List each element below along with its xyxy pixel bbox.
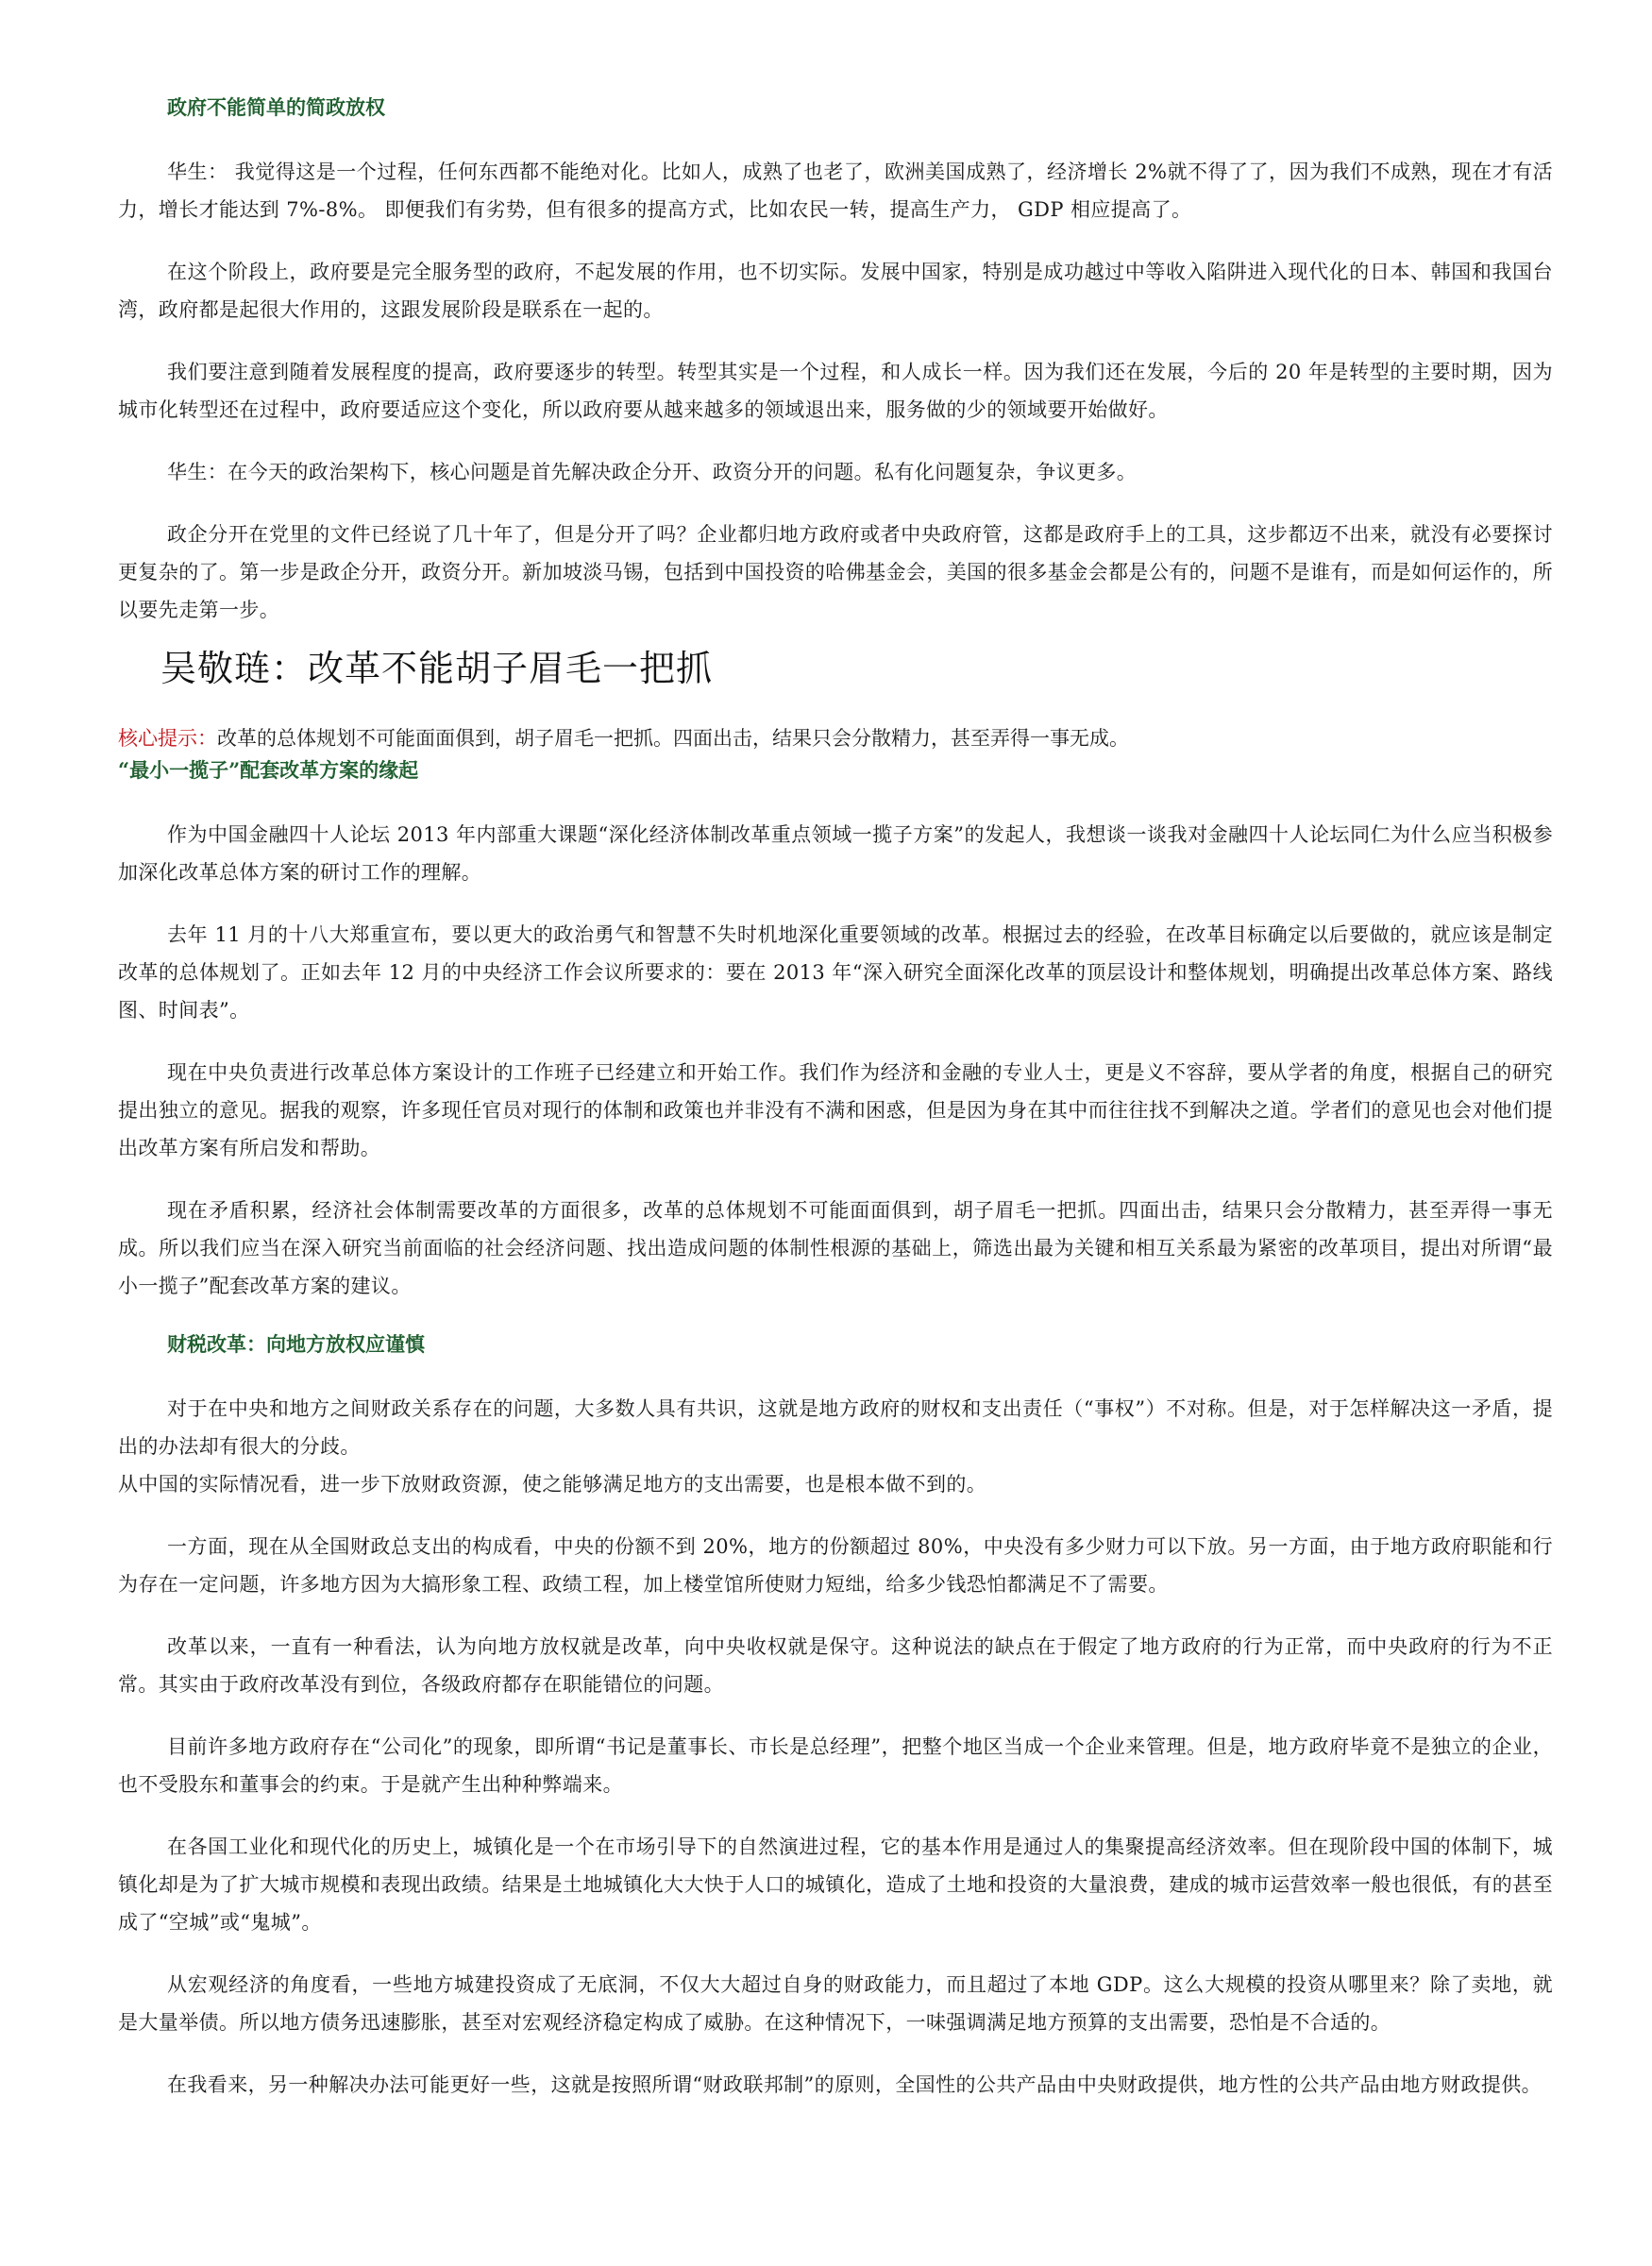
paragraph: 现在矛盾积累，经济社会体制需要改革的方面很多，改革的总体规划不可能面面俱到，胡子眉毛一把抓。四面出击，结果只会分散精力，甚至弄得一事无成。所以我们应当在深入研究当前面临的社会经济问题、找出造成问题的体制性根源的基础上，筛选出最为关键和相互关系最为紧密的改革项目，提出对所谓“最小一揽子”配套改革方案的建议。 [118,1199,1553,1297]
section-heading-2: “最小一揽子”配套改革方案的缘起 [118,758,419,782]
paragraph: 华生： 我觉得这是一个过程，任何东西都不能绝对化。比如人，成熟了也老了，欧洲美国成熟了，经济增长 2%就不得了了，因为我们不成熟，现在才有活力，增长才能达到 7%-8%。 即便我们有劣势，但有很多的提高方式，比如农民一转，提高生产力， GDP 相应提高了。 [118,161,1553,221]
paragraph: 去年 11 月的十八大郑重宣布，要以更大的政治勇气和智慧不失时机地深化重要领域的改革。根据过去的经验，在改革目标确定以后要做的，就应该是制定改革的总体规划了。正如去年 12 月的中央经济工作会议所要求的：要在 2013 年“深入研究全面深化改革的顶层设计和整体规划，明确提出改革总体方案、路线图、时间表”。 [118,923,1553,1022]
paragraph: 一方面，现在从全国财政总支出的构成看，中央的份额不到 20%，地方的份额超过 80%，中央没有多少财力可以下放。另一方面，由于地方政府职能和行为存在一定问题，许多地方因为大搞形象工程、政绩工程，加上楼堂馆所使财力短绌，给多少钱恐怕都满足不了需要。 [118,1535,1553,1596]
paragraph: 作为中国金融四十人论坛 2013 年内部重大课题“深化经济体制改革重点领域一揽子方案”的发起人，我想谈一谈我对金融四十人论坛同仁为什么应当积极参加深化改革总体方案的研讨工作的理解。 [118,823,1553,884]
paragraph: 对于在中央和地方之间财政关系存在的问题，大多数人具有共识，这就是地方政府的财权和支出责任（“事权”）不对称。但是，对于怎样解决这一矛盾，提出的办法却有很大的分歧。 [118,1397,1553,1458]
paragraph: 华生：在今天的政治架构下，核心问题是首先解决政企分开、政资分开的问题。私有化问题复杂，争议更多。 [167,461,1138,483]
paragraph: 目前许多地方政府存在“公司化”的现象，即所谓“书记是董事长、市长是总经理”，把整个地区当成一个企业来管理。但是，地方政府毕竟不是独立的企业，也不受股东和董事会的约束。于是就产生出种种弊端来。 [118,1735,1553,1796]
section-heading-1: 政府不能简单的简政放权 [167,95,385,119]
paragraph: 在各国工业化和现代化的历史上，城镇化是一个在市场引导下的自然演进过程，它的基本作用是通过人的集聚提高经济效率。但在现阶段中国的体制下，城镇化却是为了扩大城市规模和表现出政绩。结果是土地城镇化大大快于人口的城镇化，造成了土地和投资的大量浪费，建成的城市运营效率一般也很低，有的甚至成了“空城”或“鬼城”。 [118,1835,1553,1934]
core-tip [118,721,1553,755]
paragraph: 在我看来，另一种解决办法可能更好一些，这就是按照所谓“财政联邦制”的原则，全国性的公共产品由中央财政提供，地方性的公共产品由地方财政提供。 [167,2073,1542,2096]
section-heading-3: 财税改革：向地方放权应谨慎 [167,1332,425,1356]
core-tip-label: 核心提示： [118,727,217,750]
paragraph: 改革以来，一直有一种看法，认为向地方放权就是改革，向中央收权就是保守。这种说法的缺点在于假定了地方政府的行为正常，而中央政府的行为不正常。其实由于政府改革没有到位，各级政府都存在职能错位的问题。 [118,1635,1553,1696]
paragraph: 政企分开在党里的文件已经说了几十年了，但是分开了吗？企业都归地方政府或者中央政府管，这都是政府手上的工具，这步都迈不出来，就没有必要探讨更复杂的了。第一步是政企分开，政资分开。新加坡淡马锡，包括到中国投资的哈佛基金会，美国的很多基金会都是公有的，问题不是谁有，而是如何运作的，所以要先走第一步。 [118,523,1553,621]
paragraph: 在这个阶段上，政府要是完全服务型的政府，不起发展的作用，也不切实际。发展中国家，特别是成功越过中等收入陷阱进入现代化的日本、韩国和我国台湾，政府都是起很大作用的，这跟发展阶段是联系在一起的。 [118,261,1553,321]
paragraph: 从中国的实际情况看，进一步下放财政资源，使之能够满足地方的支出需要，也是根本做不到的。 [118,1473,987,1496]
core-tip-text: 改革的总体规划不可能面面俱到，胡子眉毛一把抓。四面出击，结果只会分散精力，甚至弄得一事无成。 [217,727,1129,750]
paragraph: 现在中央负责进行改革总体方案设计的工作班子已经建立和开始工作。我们作为经济和金融的专业人士，更是义不容辞，要从学者的角度，根据自己的研究提出独立的意见。据我的观察，许多现任官员对现行的体制和政策也并非没有不满和困惑，但是因为身在其中而往往找不到解决之道。学者们的意见也会对他们提出改革方案有所启发和帮助。 [118,1061,1553,1159]
article-title: 吴敬琏：改革不能胡子眉毛一把抓 [160,648,714,689]
paragraph: 从宏观经济的角度看，一些地方城建投资成了无底洞，不仅大大超过自身的财政能力，而且超过了本地 GDP。这么大规模的投资从哪里来？除了卖地，就是大量举债。所以地方债务迅速膨胀，甚至对宏观经济稳定构成了威胁。在这种情况下，一味强调满足地方预算的支出需要，恐怕是不合适的。 [118,1973,1553,2034]
paragraph: 我们要注意到随着发展程度的提高，政府要逐步的转型。转型其实是一个过程，和人成长一样。因为我们还在发展，今后的 20 年是转型的主要时期，因为城市化转型还在过程中，政府要适应这个变化，所以政府要从越来越多的领域退出来，服务做的少的领域要开始做好。 [118,361,1553,421]
